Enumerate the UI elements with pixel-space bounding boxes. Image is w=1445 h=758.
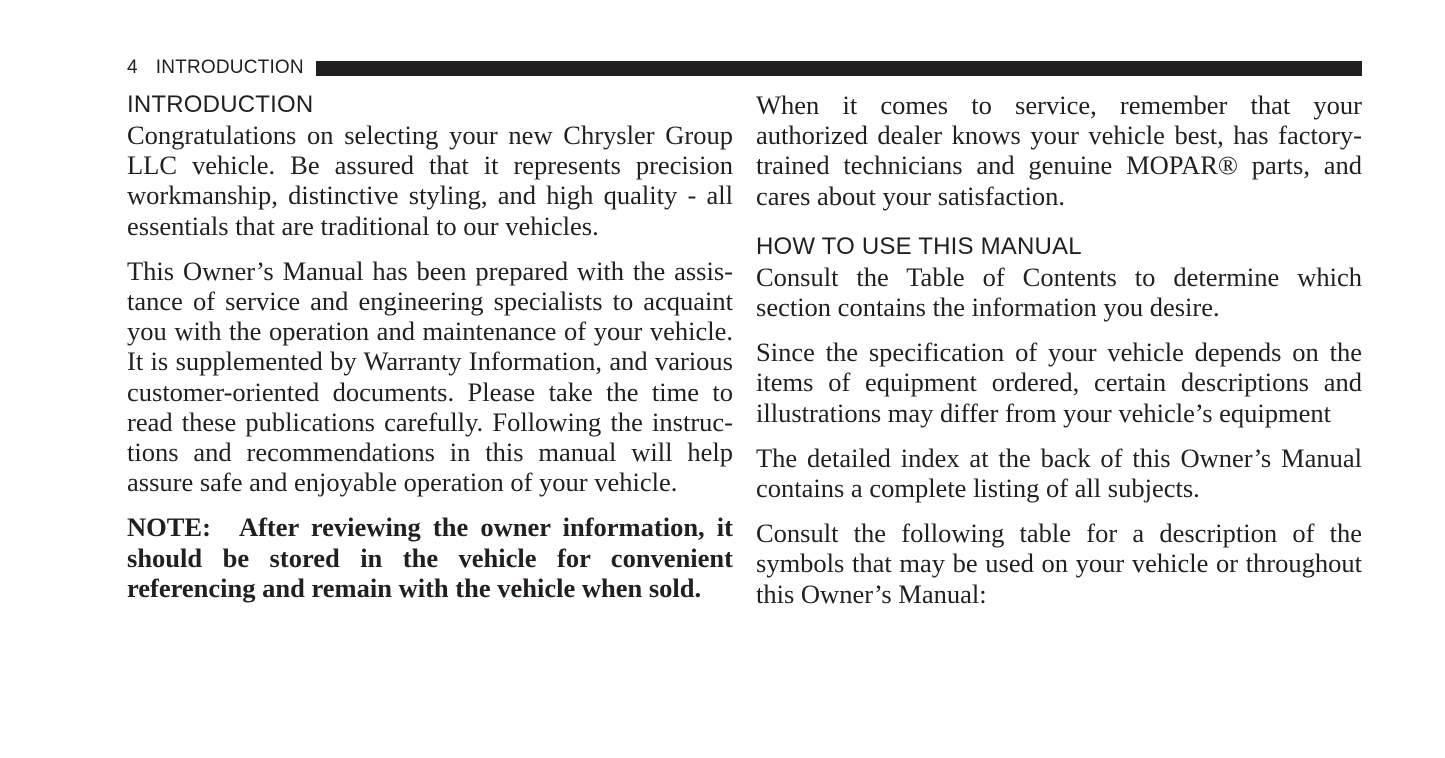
note-label: NOTE: [127, 512, 211, 543]
specification-paragraph: Since the specification of your vehicle depends on the items of equipment ordered, certain descriptions and illustrations may differ from your vehicle’s equipment [756, 337, 1362, 428]
symbols-paragraph: Consult the following table for a description of the symbols that may be used on your vehicle or throughout this Owner’s Manual: [756, 518, 1362, 609]
introduction-heading: INTRODUCTION [127, 91, 314, 118]
owners-manual-paragraph: This Owner’s Manual has been prepared with the assistance of service and engineering specialists to acquaint you with the operation and maintenance of your vehicle. It is supplemented by Warranty Information, and various customer-oriented documents. Please take the time to read these publications carefully. Following the instructions and recommendations in this manual will help assure safe and enjoyable operation of your vehicle. [127, 255, 733, 498]
left-column [127, 90, 733, 603]
index-paragraph: The detailed index at the back of this Owner’s Manual contains a complete listing of all subjects. [756, 442, 1362, 504]
right-column [756, 90, 1362, 624]
note-paragraph [127, 512, 733, 603]
page-number: 4 [127, 57, 138, 78]
header-rule [316, 61, 1362, 76]
how-to-use-heading: HOW TO USE THIS MANUAL [756, 232, 1082, 260]
header-section-title: INTRODUCTION [155, 57, 304, 78]
table-of-contents-paragraph: Consult the Table of Contents to determine which section contains the information you desire. [756, 261, 1362, 323]
page-header [127, 57, 1362, 79]
service-paragraph: When it comes to service, remember that your authorized dealer knows your vehicle best, has factory-trained technicians and genuine MOPAR® parts, and cares about your satisfaction. [756, 90, 1362, 211]
congratulations-paragraph: Congratulations on selecting your new Chrysler Group LLC vehicle. Be assured that it represents precision workmanship, distinctive styling, and high quality - all essentials that are traditional to our vehicles. [127, 120, 733, 241]
note-text: After reviewing the owner information, it should be stored in the vehicle for convenient referencing and remain with the vehicle when sold. [127, 512, 733, 603]
